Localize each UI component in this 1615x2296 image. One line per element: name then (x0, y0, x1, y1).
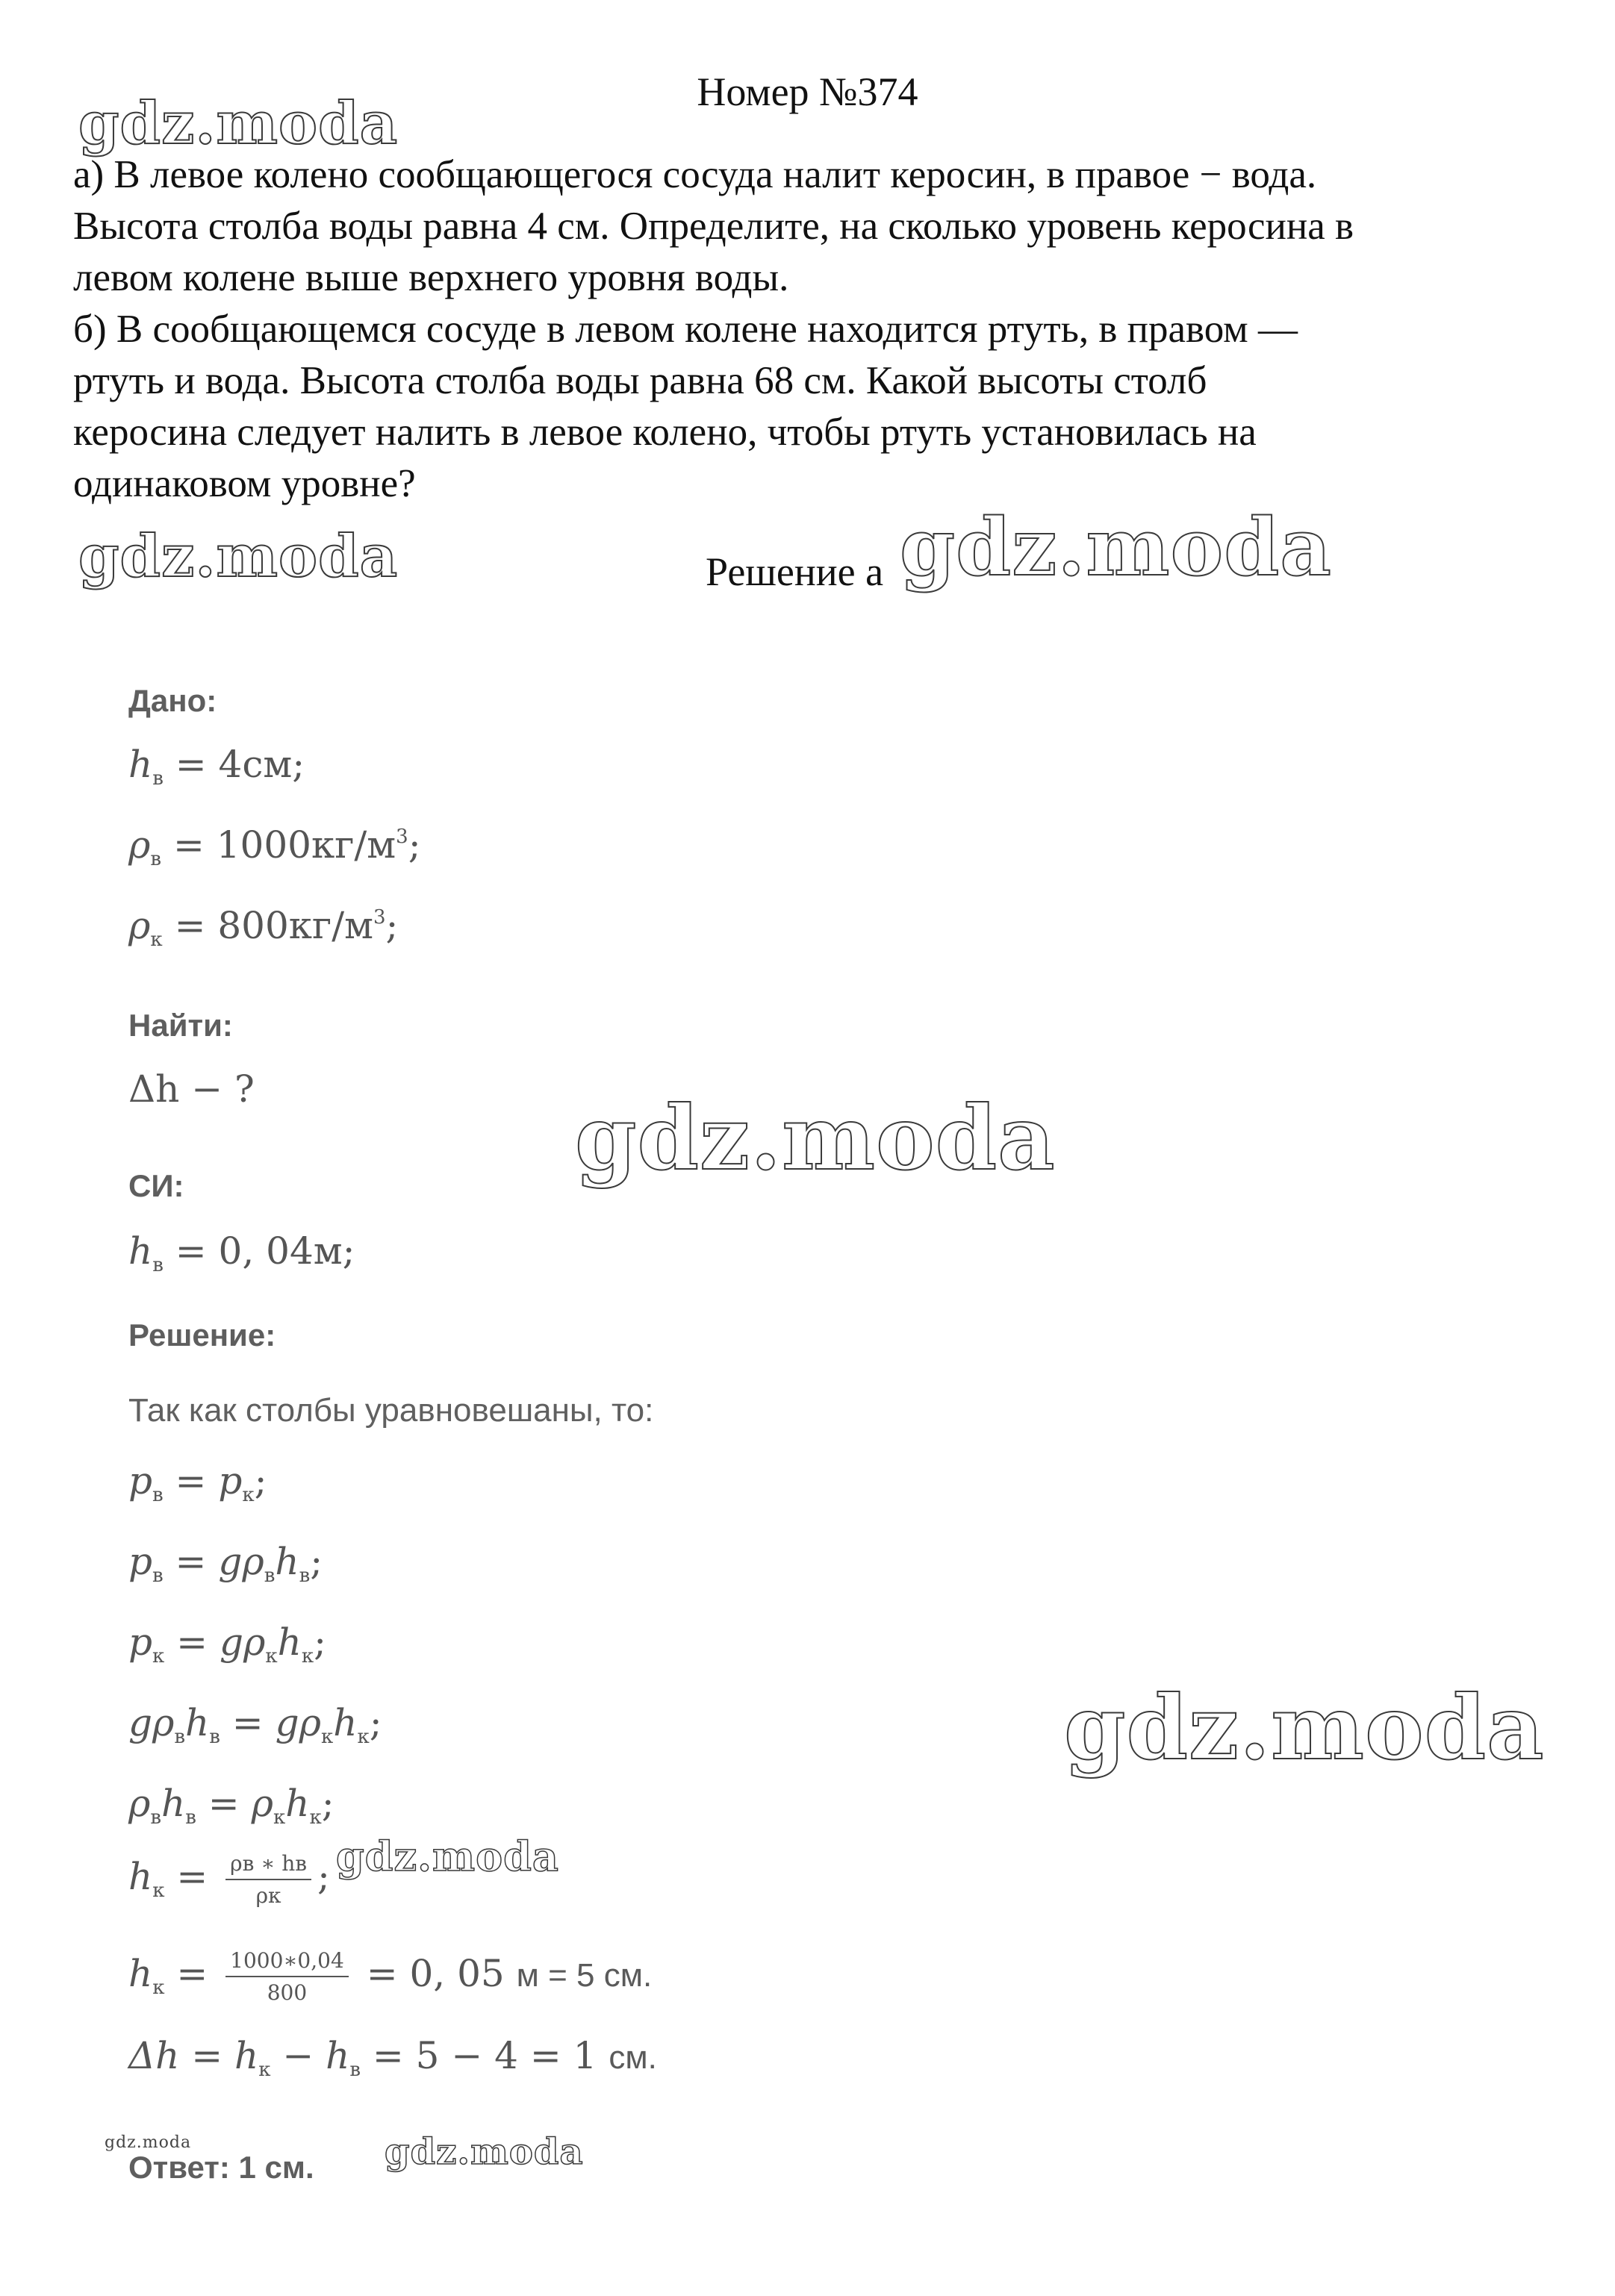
problem-text (73, 149, 1566, 510)
given-hv: $h_в = 4см$; (128, 743, 305, 790)
given-rho-kerosene: $\rho_к = 800кг/м^3$; (128, 904, 399, 951)
watermark-logo: gdz.moda (78, 90, 399, 157)
find-value: Δh − ? (128, 1067, 255, 1111)
given-rho-water: $\rho_в = 1000кг/м^3$; (128, 823, 421, 870)
problem-line: одинаковом уровне? (73, 462, 416, 505)
formula-step: $\rho_вh_в = \rho_кh_к$; (128, 1782, 334, 1829)
problem-line: б) В сообщающемся сосуде в левом колене находится ртуть, в правом — (73, 308, 1298, 351)
formula-calculation: $h_к$ = $\frac{1000∗0,04}{800}$ = 0, 05 м = 5 см. (128, 1948, 653, 2005)
fraction: $\frac{\rho в ∗ hв}{\rho к}$ (225, 1851, 311, 1908)
watermark-logo: gdz.moda (78, 522, 399, 590)
find-header: Найти: (128, 1008, 233, 1043)
formula-step: $g\rho_вh_в = g\rho_кh_к$; (128, 1701, 382, 1748)
watermark-logo: gdz.moda (900, 500, 1332, 593)
watermark-logo: gdz.moda (385, 2131, 584, 2173)
formula-fraction: $h_к$ = $\frac{\rho в ∗ hв}{\rho к}$ ; (128, 1851, 330, 1908)
answer: Ответ: 1 см. (128, 2150, 314, 2185)
problem-line: левом колене выше верхнего уровня воды. (73, 256, 789, 299)
formula-step: $p_к = g\rho_кh_к$; (128, 1620, 326, 1668)
problem-line: Высота столба воды равна 4 см. Определите, на сколько уровень керосина в (73, 205, 1354, 248)
watermark-logo: gdz.moda (336, 1832, 559, 1880)
fraction: $\frac{1000∗0,04}{800}$ (225, 1948, 349, 2005)
solution-header: Решение: (128, 1317, 276, 1353)
formula-step: $p_в = p_к$; (128, 1459, 267, 1506)
formula-difference: $\Delta h = h_к - h_в = 5 - 4 = 1$ см. (128, 2034, 657, 2081)
si-value: $h_в = 0$, 04м; (128, 1229, 355, 1276)
si-header: СИ: (128, 1168, 184, 1203)
solution-intro: Так как столбы уравновешаны, то: (128, 1392, 654, 1429)
watermark-logo: gdz.moda (105, 2133, 192, 2152)
problem-line: ртуть и вода. Высота столба воды равна 68 см. Какой высоты столб (73, 359, 1207, 402)
problem-line: керосина следует налить в левое колено, чтобы ртуть установилась на (73, 411, 1257, 454)
formula-step: $p_в = g\rho_вh_в$; (128, 1540, 323, 1587)
solution-heading: Решение а (706, 549, 884, 594)
watermark-logo: gdz.moda (1064, 1676, 1545, 1779)
page-title: Номер №374 (697, 69, 918, 114)
watermark-logo: gdz.moda (575, 1086, 1056, 1190)
given-header: Дано: (128, 683, 217, 718)
problem-line: а) В левое колено сообщающегося сосуда налит керосин, в правое − вода. (73, 153, 1317, 196)
